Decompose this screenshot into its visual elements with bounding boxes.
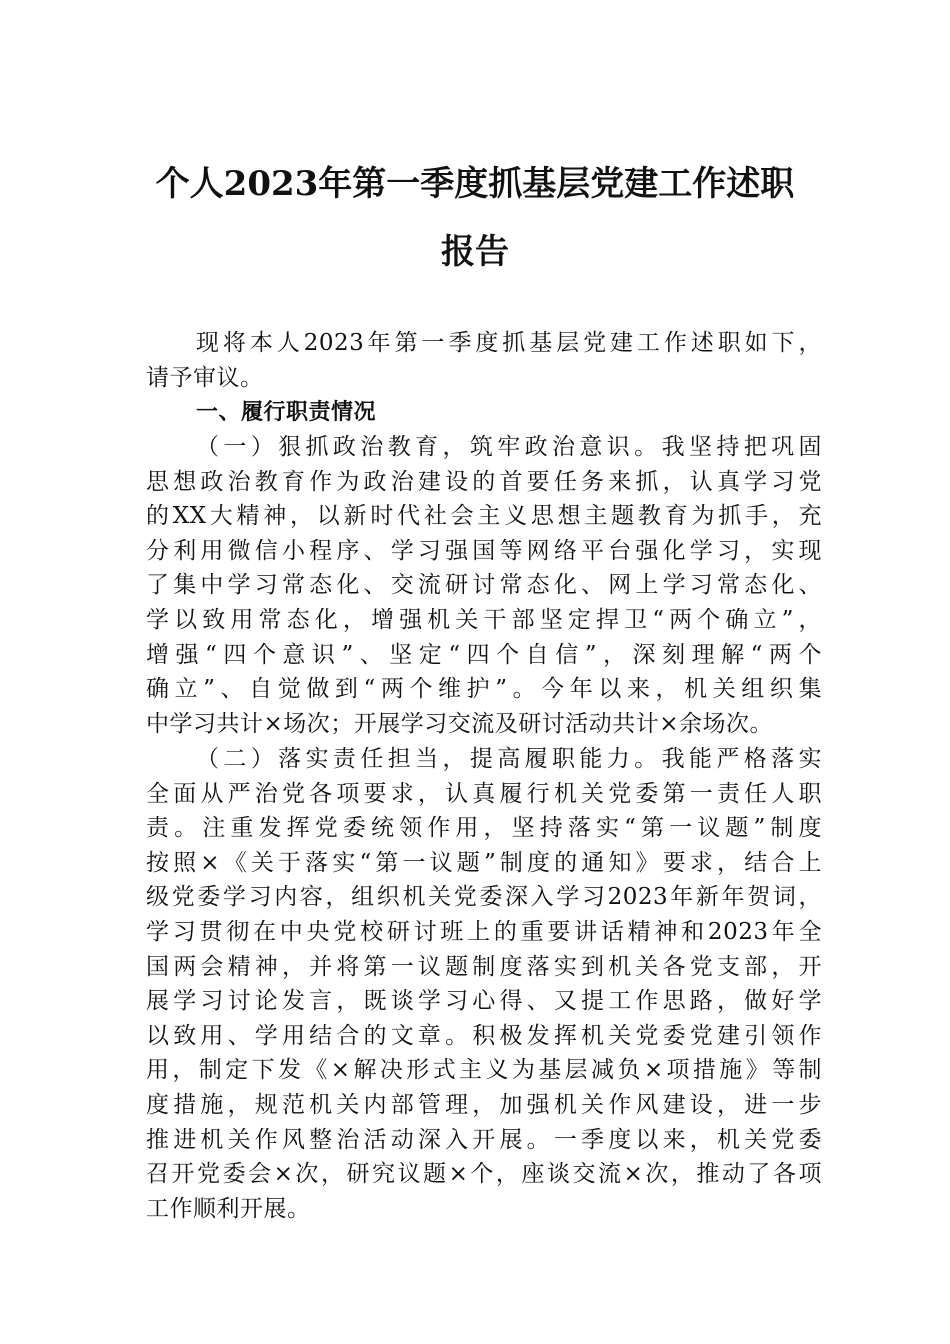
paragraph-line: （一）狠抓政治教育，筑牢政治意识。我坚持把巩固 <box>196 434 822 460</box>
paragraph-line: 级党委学习内容，组织机关党委深入学习2023年新年贺词， <box>146 884 822 911</box>
paragraph-line: 展学习讨论发言，既谈学习心得、又提工作思路，做好学 <box>146 988 822 1015</box>
paragraph-line: 用，制定下发《×解决形式主义为基层减负×项措施》等制 <box>146 1057 822 1084</box>
paragraph-line: 学习贯彻在中央党校研讨班上的重要讲话精神和2023年全 <box>146 918 822 945</box>
paragraph-line: 国两会精神，并将第一议题制度落实到机关各党支部，开 <box>146 953 822 980</box>
paragraph-line: 中学习共计×场次；开展学习交流及研讨活动共计×余场次。 <box>146 710 774 737</box>
paragraph-line: 召开党委会×次，研究议题×个，座谈交流×次，推动了各项 <box>146 1161 822 1188</box>
paragraph-line: 责。注重发挥党委统领作用，坚持落实“第一议题”制度 <box>146 815 822 842</box>
paragraph-line: 工作顺利开展。 <box>146 1195 311 1222</box>
paragraph-line: 按照×《关于落实“第一议题”制度的通知》要求，结合上 <box>146 849 822 876</box>
paragraph-line: 全面从严治党各项要求，认真履行机关党委第一责任人职 <box>146 780 822 807</box>
paragraph-line: 请予审议。 <box>146 364 264 391</box>
paragraph-line: 度措施，规范机关内部管理，加强机关作风建设，进一步 <box>146 1091 822 1118</box>
paragraph-line: 了集中学习常态化、交流研讨常态化、网上学习常态化、 <box>146 572 822 599</box>
paragraph-line: 的XX大精神，以新时代社会主义思想主题教育为抓手，充 <box>146 503 822 530</box>
section-heading-text: 一、履行职责情况 <box>196 400 377 425</box>
intro-paragraph <box>146 326 822 395</box>
document-title-line-2: 报告 <box>441 232 509 272</box>
section-heading <box>146 396 822 431</box>
paragraph-line: 分利用微信小程序、学习强国等网络平台强化学习，实现 <box>146 537 822 564</box>
paragraph-line: 学以致用常态化，增强机关干部坚定捍卫“两个确立”， <box>146 606 822 633</box>
paragraph-line: （二）落实责任担当，提高履职能力。我能严格落实 <box>196 746 822 772</box>
paragraph-line: 推进机关作风整治活动深入开展。一季度以来，机关党委 <box>146 1126 822 1153</box>
paragraph-line: 现将本人2023年第一季度抓基层党建工作述职如下， <box>196 330 822 356</box>
paragraph-line: 增强“四个意识”、坚定“四个自信”，深刻理解“两个 <box>146 641 822 668</box>
item-2-paragraph <box>146 742 822 1226</box>
paragraph-line: 思想政治教育作为政治建设的首要任务来抓，认真学习党 <box>146 468 822 495</box>
paragraph-line: 以致用、学用结合的文章。积极发挥机关党委党建引领作 <box>146 1022 822 1049</box>
document-title-line-1: 个人2023年第一季度抓基层党建工作述职 <box>155 164 795 204</box>
item-1-paragraph <box>146 430 822 741</box>
paragraph-line: 确立”、自觉做到“两个维护”。今年以来，机关组织集 <box>146 676 822 703</box>
